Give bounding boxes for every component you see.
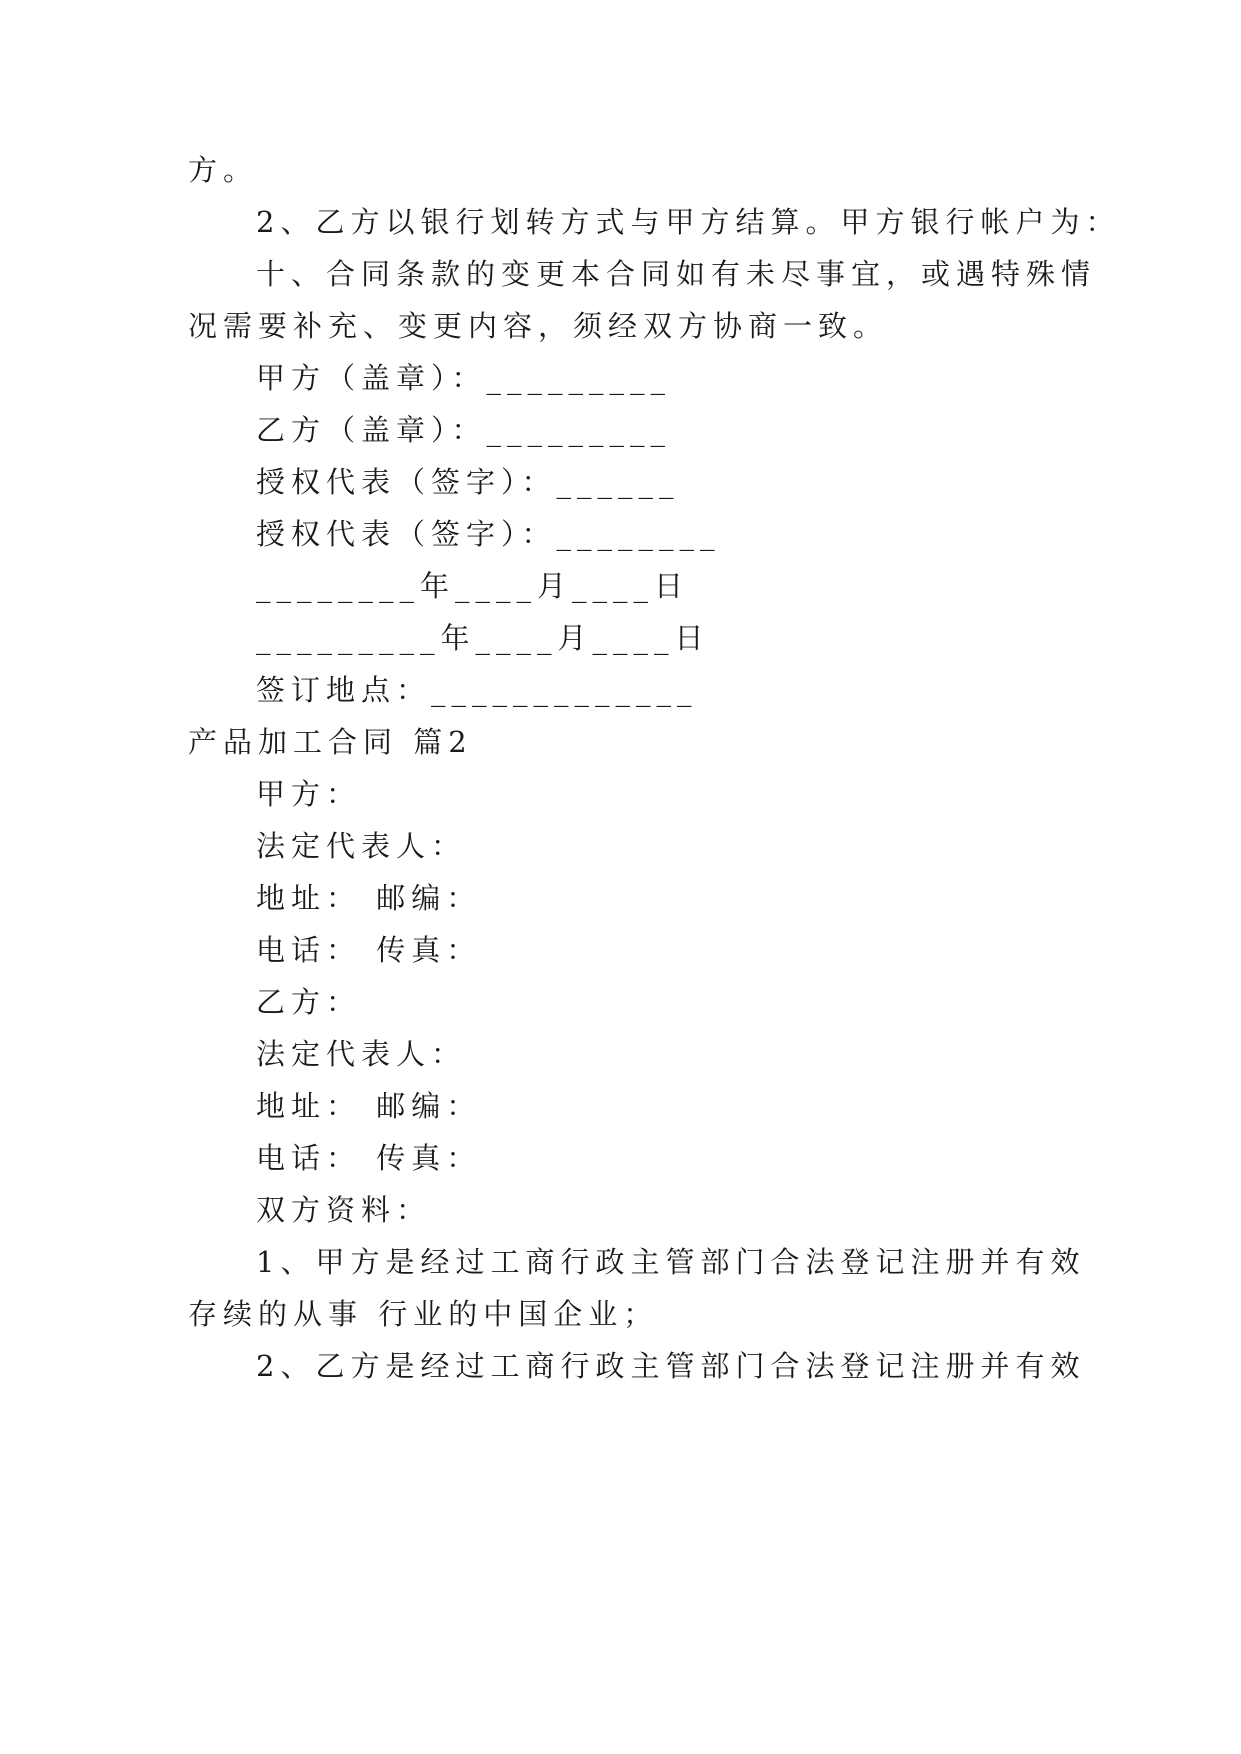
section-heading: 产品加工合同 篇2 — [188, 725, 473, 759]
signature-line-party-b: 乙方（盖章）：_________ — [256, 413, 672, 447]
date-line: ________年____月____日 — [256, 569, 690, 603]
text-line: 甲方： — [256, 777, 362, 811]
signature-line-party-a: 甲方（盖章）：_________ — [256, 361, 672, 395]
text-line: 2、乙方以银行划转方式与甲方结算。甲方银行帐户为： — [256, 205, 1121, 239]
text-line: 乙方： — [256, 985, 362, 1019]
text-line: 电话： 传真： — [256, 1141, 482, 1175]
text-line: 电话： 传真： — [256, 933, 482, 967]
text-line: 存续的从事 行业的中国企业； — [188, 1297, 659, 1331]
text-line: 2、乙方是经过工商行政主管部门合法登记注册并有效 — [256, 1349, 1086, 1383]
text-line: 法定代表人： — [256, 829, 467, 863]
signature-line-representative: 授权代表（签字）：______ — [256, 465, 680, 499]
signing-place-line: 签订地点：_____________ — [256, 673, 698, 707]
text-line: 方。 — [188, 153, 259, 187]
text-line: 双方资料： — [256, 1193, 432, 1227]
text-line: 1、甲方是经过工商行政主管部门合法登记注册并有效 — [256, 1245, 1086, 1279]
text-line: 法定代表人： — [256, 1037, 467, 1071]
date-line: _________年____月____日 — [256, 621, 710, 655]
text-line: 地址： 邮编： — [256, 881, 482, 915]
signature-line-representative: 授权代表（签字）：________ — [256, 517, 721, 551]
text-line: 况需要补充、变更内容，须经双方协商一致。 — [188, 309, 889, 343]
text-line: 十、合同条款的变更本合同如有未尽事宜，或遇特殊情 — [256, 257, 1097, 291]
text-line: 地址： 邮编： — [256, 1089, 482, 1123]
